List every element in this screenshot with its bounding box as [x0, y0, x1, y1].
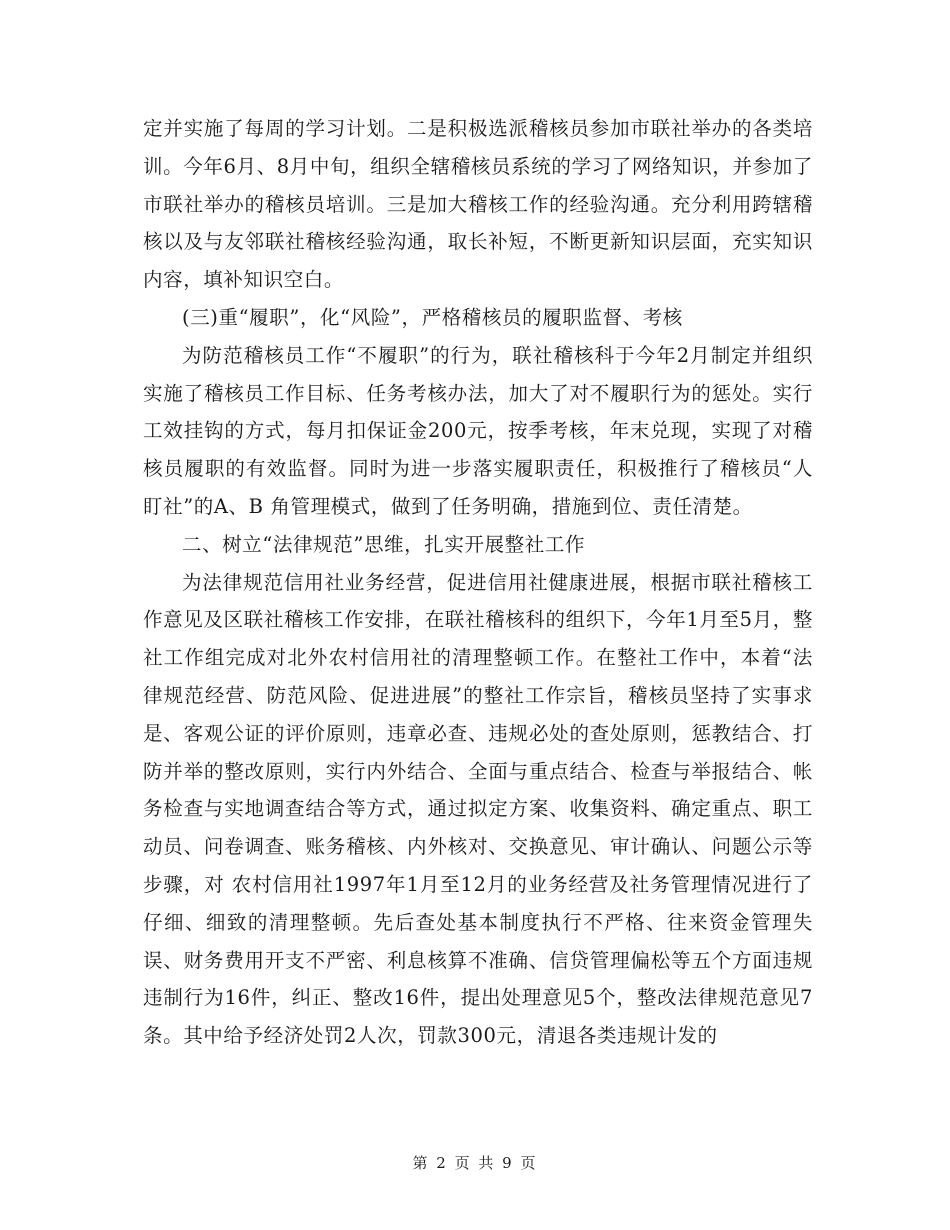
document-body [143, 110, 813, 1055]
paragraph-rectification-work: 为法律规范信用社业务经营，促进信用社健康进展，根据市联社稽核工作意见及区联社稽核工作安排，在联社稽核科的组织下，今年1月至5月，整社工作组完成对北外农村信用社的清理整顿工作。在整社工作中，本着“法律规范经营、防范风险、促进进展”的整社工作宗旨，稽核员坚持了实事求是、客观公证的评价原则，违章必查、违规必处的查处原则，惩教结合、打防并举的整改原则，实行内外结合、全面与重点结合、检查与举报结合、帐务检查与实地调查结合等方式，通过拟定方案、收集资料、确定重点、职工动员、问卷调查、账务稽核、内外核对、交换意见、审计确认、问题公示等步骤，对 农村信用社1997年1月至12月的业务经营及社务管理情况进行了仔细、细致的清理整顿。先后查处基本制度执行不严格、往来资金管理失误、财务费用开支不严密、利息核算不准确、信贷管理偏松等五个方面违规违制行为16件，纠正、整改16件，提出处理意见5个，整改法律规范意见7条。其中给予经济处罚2人次，罚款300元，清退各类违规计发的 [143, 570, 813, 1048]
section-heading-legal-norms: 二、树立“法律规范”思维，扎实开展整社工作 [182, 532, 586, 556]
paragraph-study-plan: 定并实施了每周的学习计划。二是积极选派稽核员参加市联社举办的各类培训。今年6月、8月中旬，组织全辖稽核员系统的学习了网络知识，并参加了市联社举办的稽核员培训。三是加大稽核工作的经验沟通。充分利用跨辖稽核以及与友邻联社稽核经验沟通，取长补短，不断更新知识层面，充实知识内容，填补知识空白。 [143, 117, 813, 292]
paragraph-duty-supervision: 为防范稽核员工作“不履职”的行为，联社稽核科于今年2月制定并组织实施了稽核员工作目标、任务考核办法，加大了对不履职行为的惩处。实行工效挂钩的方式，每月扣保证金200元，按季考核，年末兑现，实现了对稽核员履职的有效监督。同时为进一步落实履职责任，积极推行了稽核员“人盯社”的A、B 角管理模式，做到了任务明确，措施到位、责任清楚。 [143, 343, 813, 518]
section-heading-duty-supervision: (三)重“履职”，化“风险”，严格稽核员的履职监督、考核 [182, 305, 683, 329]
page-number-footer: 第 2 页 共 9 页 [412, 1154, 538, 1172]
